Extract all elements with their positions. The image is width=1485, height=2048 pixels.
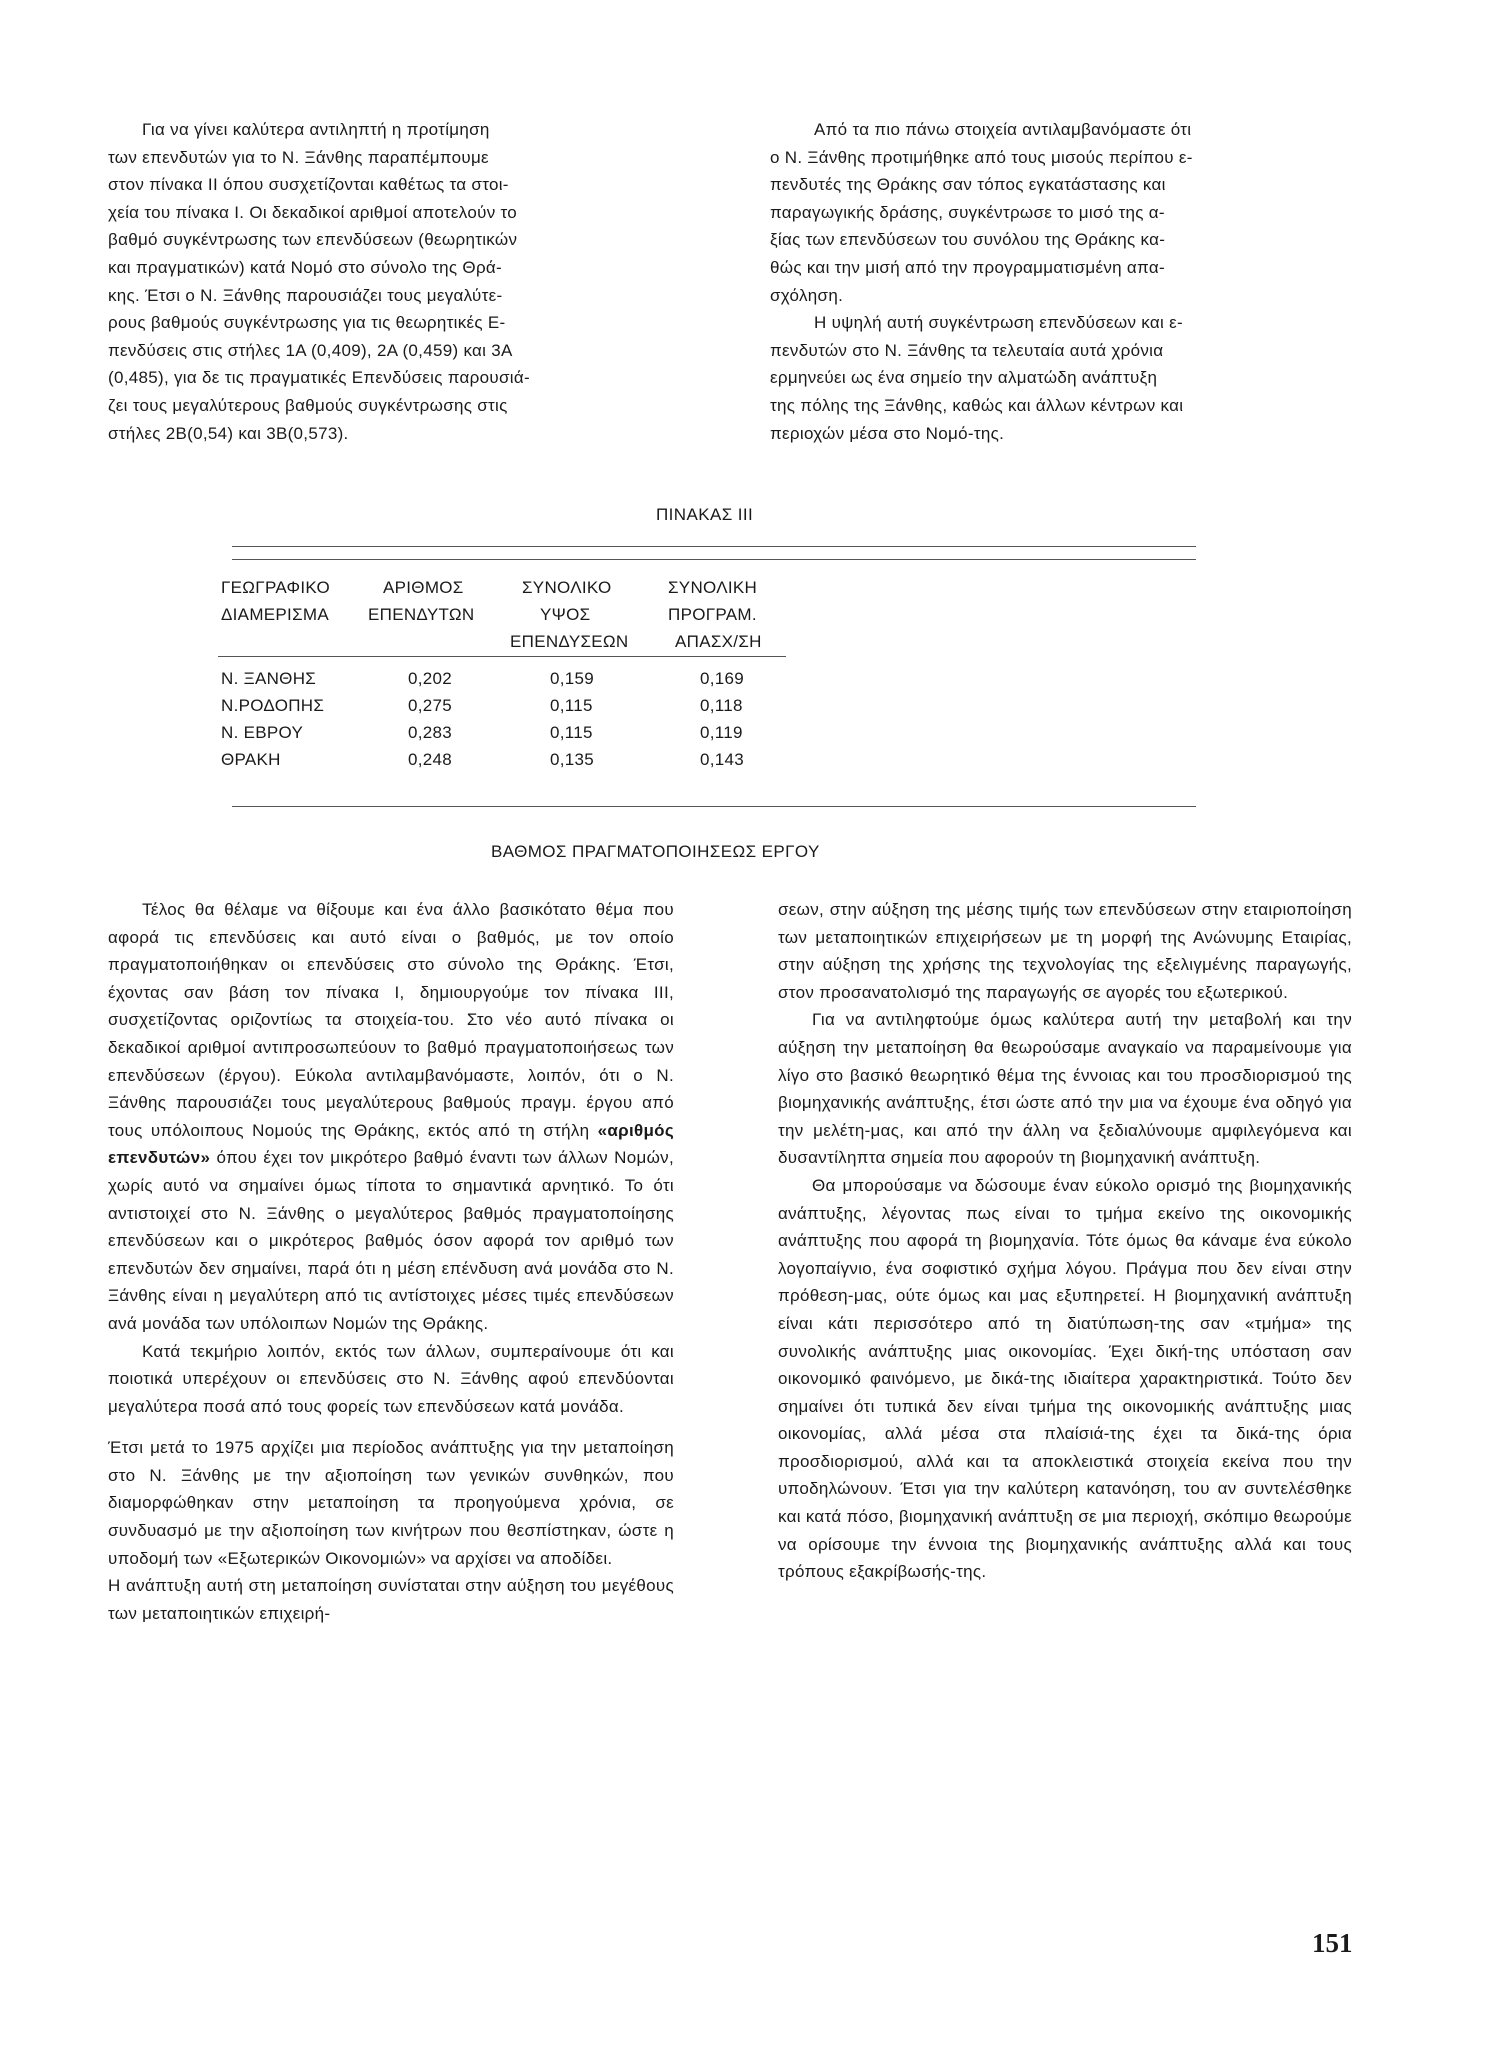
header-employment-line1: ΣΥΝΟΛΙΚΗ (668, 578, 758, 597)
header-total-line1: ΣΥΝΟΛΙΚΟ (522, 578, 612, 597)
text-line: ξίας των επενδύσεων του συνόλου της Θράκης κα- (770, 230, 1166, 250)
row-label: Ν. ΕΒΡΟΥ (221, 723, 304, 742)
row-value: 0,115 (550, 723, 593, 742)
row-value: 0,248 (408, 750, 453, 769)
paragraph: Έτσι μετά το 1975 αρχίζει μια περίοδος ανάπτυξης για την μεταποίηση στο Ν. Ξάνθης με την αξιοποίηση των γενικών συνθηκών, που διαμορφώθηκαν στην μεταποίηση τα προηγούμενα χρόνια, σε συνδυασμό με την αξιοποίηση των κινήτρων που θεσπίστηκαν, ώστε η υποδομή των «Εξωτερικών Οικονομιών» να αρχίσει να αποδίδει. (108, 1438, 674, 1568)
text-line: ρους βαθμούς συγκέντρωσης για τις θεωρητικές Ε- (108, 313, 506, 333)
text-line: των επενδυτών για το Ν. Ξάνθης παραπέμπουμε (108, 147, 489, 167)
row-value: 0,283 (408, 723, 453, 742)
row-value: 0,135 (550, 750, 595, 769)
row-value: 0,115 (550, 696, 593, 715)
header-investors-line2: ΕΠΕΝΔΥΤΩΝ (368, 605, 475, 624)
paragraph (108, 896, 674, 1338)
bottom-right-column (778, 896, 1352, 1586)
top-left-column (108, 116, 568, 447)
text-line: θώς και την μισή από την προγραμματισμένη απα- (770, 257, 1165, 277)
text-line: στον πίνακα ΙΙ όπου συσχετίζονται καθέτως τα στοι- (108, 175, 509, 195)
text-line: πενδυτών στο Ν. Ξάνθης τα τελευταία αυτά χρόνια (770, 340, 1164, 360)
row-label: ΘΡΑΚΗ (221, 750, 281, 769)
row-value: 0,143 (700, 750, 745, 769)
text-line: πενδύσεις στις στήλες 1Α (0,409), 2Α (0,459) και 3Α (108, 340, 513, 360)
paragraph: Θα μπορούσαμε να δώσουμε έναν εύκολο ορισμό της βιομηχανικής ανάπτυξης, λέγοντας πως είναι το τμήμα εκείνο της οικονομικής ανάπτυξης που αφορά τη βιομηχανία. Τότε όμως θα κάναμε ένα εύκολο λογοπαίγνιο, ένα σοφιστικό σχήμα λόγου. Πράγμα που δεν είναι στην πρόθεση-μας, ούτε όμως και μας εξυπηρετεί. Η βιομηχανική ανάπτυξη είναι κάτι περισσότερο από τη διατύπωση-της σαν «τμήμα» της συνολικής ανάπτυξης μιας οικονομίας. Έχει δική-της υπόσταση σαν οικονομικό φαινόμενο, με δικά-της ιδιαίτερα χαρακτηριστικά. Τούτο δεν σημαίνει ότι τυπικά δεν είναι τμήμα της οικονομικής ανάπτυξης μιας οικονομίας, αλλά μέσα στα πλαίσιά-της έχει τα δικά-της όρια προσδιορισμού, αλλά και τα αποκλειστικά στοιχεία εκείνα που την υποδηλώνουν. Έτσι για την καλύτερη κατανόηση, του αν συντελέσθηκε και κατά πόσο, βιομηχανική ανάπτυξη σε μια περιοχή, σκόπιμο θεωρούμε να ορίσουμε την έννοια της βιομηχανικής ανάπτυξης αλλά και τους τρόπους εξακρίβωσής-της. (778, 1175, 1353, 1582)
text-line: χεία του πίνακα Ι. Οι δεκαδικοί αριθμοί αποτελούν το (108, 202, 518, 222)
header-geo-line2: ΔΙΑΜΕΡΙΣΜΑ (221, 605, 329, 624)
header-geo-line1: ΓΕΩΓΡΑΦΙΚΟ (221, 578, 331, 597)
row-label: Ν. ΞΑΝΘΗΣ (221, 669, 317, 688)
text-line: στήλες 2Β(0,54) και 3Β(0,573). (108, 423, 349, 443)
header-employment-line2: ΠΡΟΓΡΑΜ. (668, 605, 757, 624)
top-right-column (770, 116, 1235, 447)
row-value: 0,119 (700, 723, 743, 742)
text-line: (0,485), για δε τις πραγματικές Επενδύσεις παρουσιά- (108, 368, 530, 388)
table-caption: ΠΙΝΑΚΑΣ ΙΙΙ (656, 505, 754, 524)
row-value: 0,159 (550, 669, 595, 688)
text-line: της πόλης της Ξάνθης, καθώς και άλλων κέντρων και (770, 395, 1184, 415)
text-line: σχόληση. (770, 285, 844, 305)
text-line: Από τα πιο πάνω στοιχεία αντιλαμβανόμαστε ότι (814, 120, 1192, 139)
header-investors-line1: ΑΡΙΘΜΟΣ (383, 578, 464, 597)
paragraph: Η ανάπτυξη αυτή στη μεταποίηση συνίσταται στην αύξηση του μεγέθους των μεταποιητικών επιχειρή- (108, 1576, 674, 1623)
row-value: 0,202 (408, 669, 453, 688)
bottom-left-column (108, 896, 674, 1627)
paragraph: Για να αντιληφτούμε όμως καλύτερα αυτή την μεταβολή και την αύξηση την μεταποίηση θα θεωρούσαμε αναγκαίο να παραμείνουμε για λίγο στο βασικό θεωρητικό θέμα της έννοιας και του προσδιορισμού της βιομηχανικής ανάπτυξης, έτσι ώστε από την μια να έχουμε ένα οδηγό για την μελέτη-μας, και από την άλλη να ξεδιαλύνουμε αμφιλεγόμενα και δυσαντίληπτα σημεία που αφορούν τη βιομηχανική ανάπτυξη. (778, 1010, 1352, 1168)
table-bottom-rule (232, 806, 1196, 807)
text-line: πενδυτές της Θράκης σαν τόπος εγκατάστασης και (770, 175, 1166, 195)
table-top-rule (232, 546, 1196, 547)
row-label: Ν.ΡΟΔΟΠΗΣ (221, 696, 325, 715)
row-value: 0,169 (700, 669, 745, 688)
page-number: 151 (1312, 1928, 1353, 1958)
paragraph-text: όπου έχει τον μικρότερο βαθμό έναντι των άλλων Νομών, χωρίς αυτό να σημαίνει όμως τίποτα το σημαντικά αρνητικό. Το ότι αντιστοιχεί στο Ν. Ξάνθης ο μεγαλύτερος βαθμός πραγματοποίησης επενδύσεων και ο μικρότερος βαθμός όσον αφορά τον αριθμό των επενδυτών δεν σημαίνει, παρά ότι η μέση επένδυση ανά μονάδα στο Ν. Ξάνθης είναι η μεγαλύτερη από τις αντίστοιχες μέσες τιμές επενδύσεων ανά μονάδα των υπόλοιπων Νομών της Θράκης. (108, 1148, 674, 1333)
bold-term: «αριθμός επενδυτών» (108, 1120, 674, 1168)
text-line: ζει τους μεγαλύτερους βαθμούς συγκέντρωσης στις (108, 395, 508, 415)
header-employment-line3: ΑΠΑΣΧ/ΣΗ (675, 632, 762, 651)
paragraph-text: Τέλος θα θέλαμε να θίξουμε και ένα άλλο βασικότατο θέμα που αφορά τις επενδύσεις και αυτό είναι ο βαθμός, με τον οποίο πραγματοποιήθηκαν οι επενδύσεις στο σύνολο της Θράκης. Έτσι, έχοντας σαν βάση τον πίνακα Ι, δημιουργούμε τον πίνακα ΙΙΙ, συσχετίζοντας οριζοντίως τα στοιχεία-του. Στο νέο αυτό πίνακα οι δεκαδικοί αριθμοί αντιπροσωπεύουν το βαθμό πραγματοποιήσεως των επενδύσεων (έργου). Εύκολα αντιλαμβανόμαστε, λοιπόν, ότι ο Ν. Ξάνθης παρουσιάζει τους μεγαλύτερους βαθμούς πραγμ. έργου από τους υπόλοιπους Νομούς της Θράκης, εκτός από τη στήλη (108, 900, 674, 1140)
table-header-rule (218, 656, 786, 657)
paragraph: Κατά τεκμήριο λοιπόν, εκτός των άλλων, συμπεραίνουμε ότι και ποιοτικά υπερέχουν οι επενδύσεις στο Ν. Ξάνθης αφού επενδύονται μεγαλύτερα ποσά από τους φορείς των επενδύσεων κατά μονάδα. (108, 1341, 674, 1416)
text-line: Για να γίνει καλύτερα αντιληπτή η προτίμηση (142, 120, 490, 139)
text-line: περιοχών μέσα στο Νομό-της. (770, 423, 1005, 443)
text-line: και πραγματικών) κατά Νομό στο σύνολο της Θρά- (108, 257, 503, 277)
text-line: βαθμό συγκέντρωσης των επενδύσεων (θεωρητικών (108, 230, 518, 250)
text-line: ερμηνεύει ως ένα σημείο την αλματώδη ανάπτυξη (770, 368, 1158, 388)
section-title: ΒΑΘΜΟΣ ΠΡΑΓΜΑΤΟΠΟΙΗΣΕΩΣ ΕΡΓΟΥ (491, 842, 820, 861)
table-top-rule (232, 559, 1196, 560)
row-value: 0,118 (700, 696, 743, 715)
header-total-line2: ΥΨΟΣ (540, 605, 591, 624)
text-line: ο Ν. Ξάνθης προτιμήθηκε από τους μισούς περίπου ε- (770, 147, 1193, 167)
paragraph: σεων, στην αύξηση της μέσης τιμής των επενδύσεων στην εταιριοποίηση των μεταποιητικών επιχειρήσεων με τη μορφή της Ανώνυμης Εταιρίας, στην αύξηση της χρήσης της τεχνολογίας της εξελιγμένης παραγωγής, στον προσανατολισμό της παραγωγής σε αγορές του εξωτερικού. (778, 900, 1352, 1002)
text-line: κης. Έτσι ο Ν. Ξάνθης παρουσιάζει τους μεγαλύτε- (108, 285, 503, 305)
header-total-line3: ΕΠΕΝΔΥΣΕΩΝ (510, 632, 629, 651)
row-value: 0,275 (408, 696, 453, 715)
text-line: παραγωγικής δράσης, συγκέντρωσε το μισό της α- (770, 202, 1165, 222)
text-line: Η υψηλή αυτή συγκέντρωση επενδύσεων και ε- (814, 313, 1183, 333)
